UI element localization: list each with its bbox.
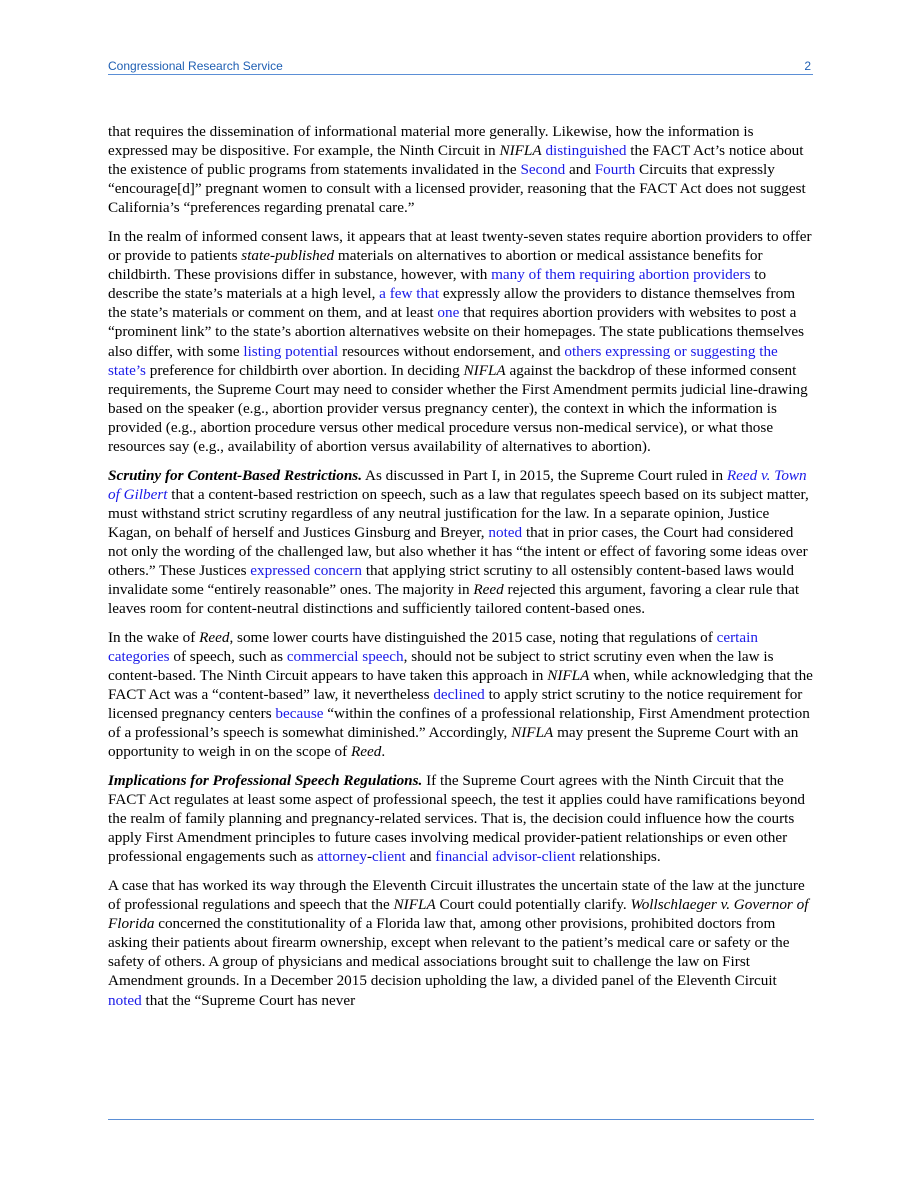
page-number: 2	[804, 59, 811, 73]
inline-link[interactable]: many of them requiring abortion providers	[491, 266, 751, 284]
text-run: to describe the state’s materials at a high level,	[108, 266, 767, 303]
text-run: As discussed in Part I, in 2015, the Supreme Court ruled in	[362, 466, 727, 484]
text-run: A case that has worked its way through the Eleventh Circuit illustrates the uncertain state of the law at the juncture of professional regulations and speech that the	[108, 876, 805, 914]
text-run: NIFLA	[547, 667, 590, 685]
text-run: Reed	[199, 628, 230, 646]
text-run: relationships.	[575, 848, 661, 866]
inline-link[interactable]: client	[372, 848, 406, 866]
inline-link[interactable]: because	[275, 705, 324, 723]
text-run: that requires abortion providers with websites to post a “prominent link” to the state’s abortion alternatives website on their homepages. The state publications themselves also differ, with some	[108, 304, 805, 360]
paragraph	[108, 628, 814, 762]
text-run: In the realm of informed consent laws, it appears that at least twenty-seven states require abortion providers to offer or provide to patients	[108, 227, 812, 265]
text-run: state-published	[241, 247, 335, 265]
inline-link[interactable]: expressed concern	[250, 562, 363, 580]
inline-link[interactable]: commercial speech	[286, 647, 404, 665]
paragraph	[108, 771, 814, 866]
text-run: In the wake of	[108, 628, 200, 646]
paragraph	[108, 466, 814, 619]
inline-link[interactable]: listing potential	[243, 342, 339, 360]
inline-link[interactable]: Second	[520, 161, 566, 179]
section-heading: Implications for Professional Speech Regulations.	[108, 772, 423, 789]
text-run: that requires the dissemination of informational material more generally. Likewise, how the information is expressed may be dispositive. For example, the Ninth Circuit in	[108, 123, 754, 160]
paragraph	[108, 122, 814, 217]
text-run: -	[366, 848, 373, 866]
text-run: .	[381, 743, 386, 761]
text-run: that in prior cases, the Court had considered not only the wording of the challenged law, but also whether it has “the intent or effect of favoring some ideas over others.” These Justices	[108, 523, 808, 580]
section-heading: Scrutiny for Content-Based Restrictions.	[108, 466, 363, 484]
text-run: Reed	[350, 743, 382, 761]
text-run: Wollschlaeger v. Governor of Florida	[108, 896, 809, 933]
text-run: concerned the constitutionality of a Florida law that, among other provisions, prohibited doctors from asking their patients about firearm ownership, except when relevant to the patient’s medical care or safety or the safety of others. A group of physicians and medical associations brought suit to challenge the law on First Amendment grounds. In a December 2015 decision upholding the law, a divided panel of the Eleventh Circuit	[108, 915, 790, 990]
text-run: the FACT Act’s notice about the existence of public programs from statements invalidated in the	[108, 142, 804, 179]
inline-link[interactable]: a few that	[379, 285, 440, 303]
text-run: “within the confines of a professional relationship, First Amendment protection of a professional’s speech is somewhat diminished.” Accordingly,	[108, 705, 810, 742]
footer-rule	[108, 1119, 814, 1120]
text-run: against the backdrop of these informed consent requirements, the Supreme Court may need to consider whether the First Amendment permits judicial line-drawing based on the speaker (e.g., abortion provider versus pregnancy center), the context in which the information is provided (e.g., abortion procedure versus other medical procedure versus non-medical service), or what those resources say (e.g., availability of abortion versus availability of alternatives to abortion).	[108, 361, 808, 455]
inline-link[interactable]: Reed v. Town of Gilbert	[108, 466, 807, 503]
text-run: preference for childbirth over abortion. In deciding	[145, 361, 464, 379]
text-run: to apply strict scrutiny to the notice requirement for licensed pregnancy centers	[108, 686, 803, 723]
inline-link[interactable]: noted	[488, 523, 523, 541]
text-run: If the Supreme Court agrees with the Ninth Circuit that the FACT Act regulates at least some aspect of professional speech, the test it applies could have ramifications beyond the realm of family planning and pregnancy-related services. That is, the decision could influence how the courts apply First Amendment principles to future cases involving medical provider-patient relationships or even other professional engagements such as	[108, 772, 806, 866]
inline-link[interactable]: financial advisor-client	[435, 848, 576, 866]
text-run: that a content-based restriction on speech, such as a law that regulates speech based on its subject matter, must withstand strict scrutiny regardless of any neutral justification for the law. In a separate opinion, Justice Kagan, on behalf of herself and Justices Ginsburg and Breyer,	[108, 485, 809, 541]
text-run: and	[565, 161, 595, 179]
inline-link[interactable]: others expressing or suggesting the state’s	[108, 342, 778, 379]
inline-link[interactable]: declined	[433, 686, 485, 704]
text-run: may present the Supreme Court with an opportunity to weigh in on the scope of	[108, 724, 799, 761]
text-run: NIFLA	[463, 361, 506, 379]
text-run: that the “Supreme Court has never	[141, 991, 356, 1009]
text-run: NIFLA	[393, 896, 436, 914]
inline-link[interactable]: Fourth	[594, 161, 636, 179]
text-run: Court could potentially clarify.	[435, 896, 631, 914]
text-run: expressly allow the providers to distance themselves from the state’s materials or comment on them, and at least	[108, 285, 796, 322]
text-run: of speech, such as	[169, 647, 287, 665]
text-run: that applying strict scrutiny to all ostensibly content-based laws would invalidate some “entirely reasonable” ones. The majority in	[108, 562, 794, 599]
text-run: and	[405, 848, 436, 866]
document-body	[108, 122, 814, 1019]
text-run: resources without endorsement, and	[338, 342, 565, 360]
text-run: , should not be subject to strict scrutiny even when the law is content-based. The Ninth Circuit appears to have taken this approach in	[108, 647, 774, 685]
inline-link[interactable]: one	[437, 304, 460, 322]
text-run: NIFLA	[511, 724, 554, 742]
inline-link[interactable]: distinguished	[545, 142, 627, 160]
text-run: Circuits that expressly “encourage[d]” pregnant women to consult with a licensed provider, reasoning that the FACT Act does not suggest California’s “preferences regarding prenatal care.”	[108, 161, 806, 217]
text-run: rejected this argument, favoring a clear rule that leaves room for content-neutral distinctions and sufficiently tailored content-based ones.	[108, 581, 800, 618]
header-organization: Congressional Research Service	[108, 59, 283, 73]
paragraph	[108, 227, 814, 456]
inline-link[interactable]: attorney	[317, 848, 367, 866]
text-run: NIFLA	[499, 142, 542, 160]
text-run: Reed	[473, 581, 504, 599]
paragraph	[108, 876, 814, 1010]
page-header	[108, 58, 813, 75]
text-run: when, while acknowledging that the FACT Act was a “content-based” law, it nevertheless	[108, 667, 813, 704]
inline-link[interactable]: noted	[108, 991, 142, 1009]
text-run: , some lower courts have distinguished the 2015 case, noting that regulations of	[229, 628, 717, 646]
text-run: materials on alternatives to abortion or medical assistance benefits for childbirth. These provisions differ in substance, however, with	[108, 247, 763, 284]
inline-link[interactable]: certain categories	[108, 628, 758, 665]
